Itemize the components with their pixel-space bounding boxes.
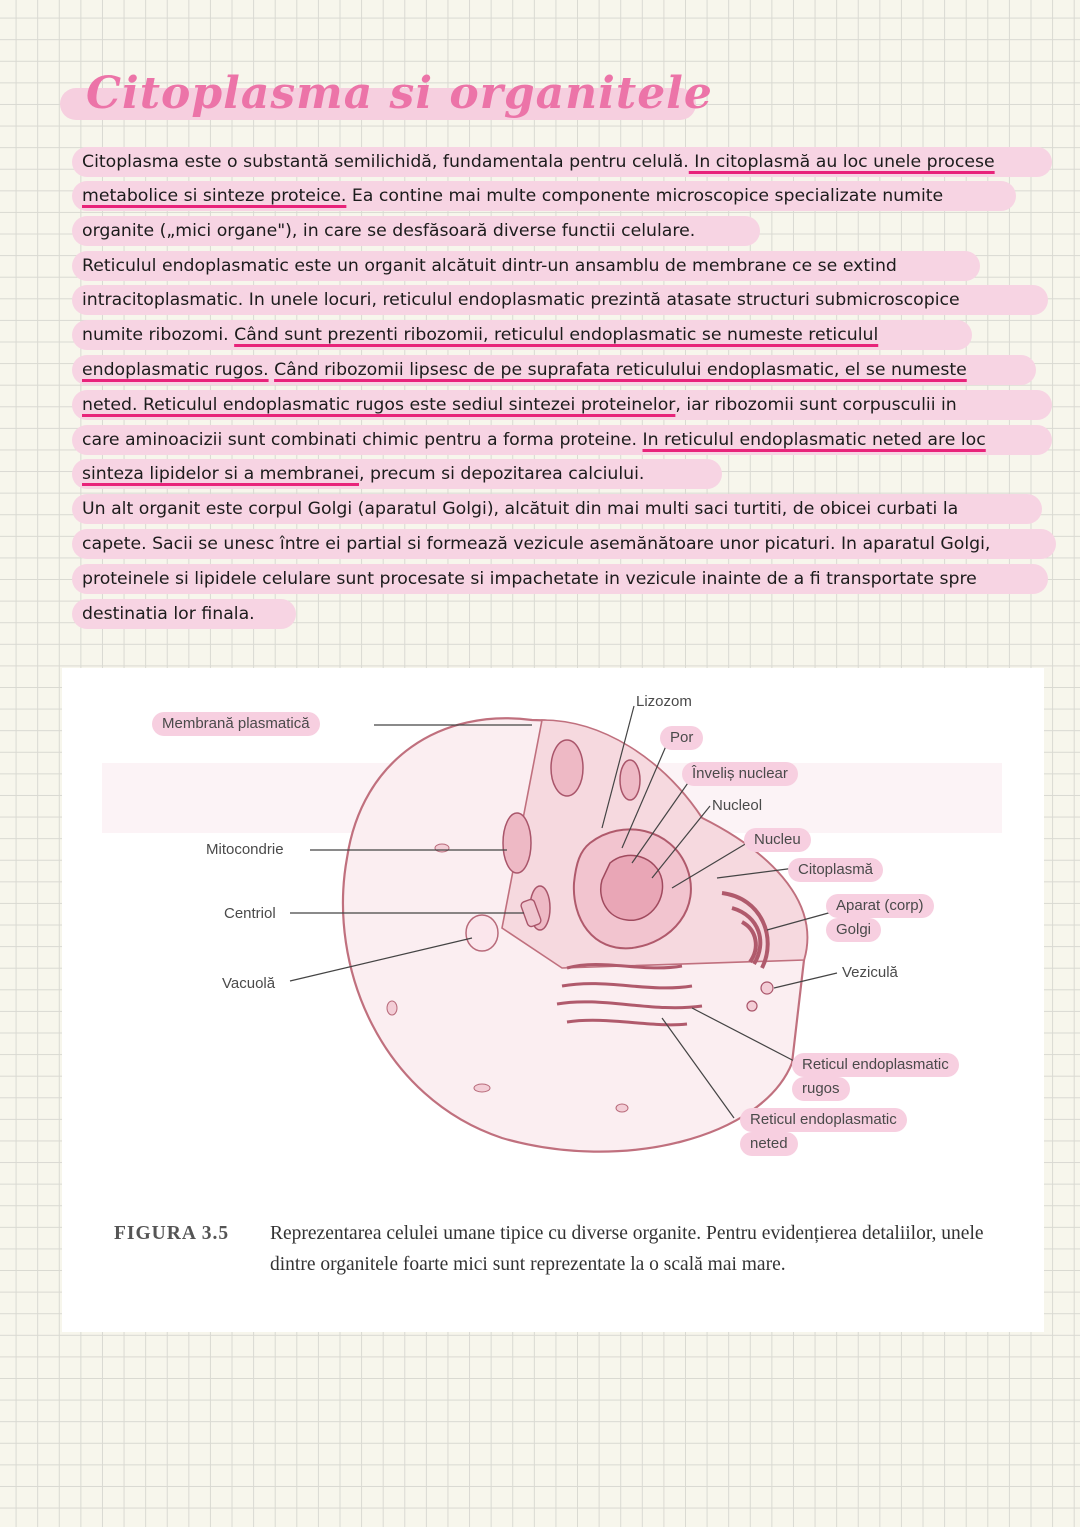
small-organelle — [435, 844, 449, 852]
page-title: Citoplasma si organitele — [86, 68, 713, 119]
text-line-8: neted. Reticulul endoplasmatic rugos este sediul sintezei proteinelor, iar ribozomii sunt corpusculii in — [72, 390, 1052, 420]
text-line-9: care aminoacizii sunt combinati chimic pentru a forma proteine. In reticulul endoplasmatic neted are loc — [72, 425, 1052, 455]
label-citoplasma: Citoplasmă — [788, 858, 883, 882]
label-por: Por — [660, 726, 703, 750]
text-line-10: sinteza lipidelor si a membranei, precum si depozitarea calciului. — [72, 459, 722, 489]
small-organelle — [474, 1084, 490, 1092]
mitochondrion — [620, 760, 640, 800]
text-line-14: destinatia lor finala. — [72, 599, 296, 629]
label-rer-2: rugos — [792, 1077, 850, 1101]
label-rer-1: Reticul endoplasmatic — [792, 1053, 959, 1077]
label-centriol: Centriol — [224, 905, 276, 922]
small-organelle — [616, 1104, 628, 1112]
cell-figure — [62, 668, 1044, 1332]
label-aparat-golgi-2: Golgi — [826, 918, 881, 942]
label-vacuola: Vacuolă — [222, 975, 276, 992]
text-line-3: organite („mici organe"), in care se desfăsoară diverse functii celulare. — [72, 216, 760, 246]
mitochondrion — [503, 813, 531, 873]
text-line-12: capete. Sacii se unesc între ei partial si formează vezicule asemănătoare unor picaturi. In aparatul Golgi, — [72, 529, 1056, 559]
label-ren-2: neted — [740, 1132, 798, 1156]
text-line-2: metabolice si sinteze proteice. Ea contine mai multe componente microscopice specializate numite — [72, 181, 1016, 211]
label-ren-1: Reticul endoplasmatic — [740, 1108, 907, 1132]
text-line-7: endoplasmatic rugos. Când ribozomii lipsesc de pe suprafata reticulului endoplasmatic, el se numeste — [72, 355, 1036, 385]
label-aparat-golgi-1: Aparat (corp) — [826, 894, 934, 918]
vesicle — [747, 1001, 757, 1011]
caption-text: Reprezentarea celulei umane tipice cu diverse organite. Pentru evidențierea detaliilor, unele dintre organitele foarte mici sunt reprezentate la o scală mai mare. — [270, 1223, 984, 1275]
text-line-1: Citoplasma este o substantă semilichidă, fundamentala pentru celulă. In citoplasmă au loc unele procese — [72, 147, 1052, 177]
small-organelle — [387, 1001, 397, 1015]
label-mitocondrie: Mitocondrie — [206, 841, 284, 858]
label-vezicula: Veziculă — [842, 964, 898, 981]
body-text — [0, 0, 1080, 640]
caption-number: FIGURA 3.5 — [114, 1223, 230, 1244]
vesicle — [761, 982, 773, 994]
label-nucleu: Nucleu — [744, 828, 811, 852]
mitochondrion — [551, 740, 583, 796]
label-membrana-plasmatica: Membrană plasmatică — [152, 712, 320, 736]
text-line-11: Un alt organit este corpul Golgi (aparatul Golgi), alcătuit din mai multi saci turtiti, de obicei curbati la — [72, 494, 1042, 524]
text-line-5: intracitoplasmatic. In unele locuri, reticulul endoplasmatic prezintă atasate structuri submicroscopice — [72, 285, 1048, 315]
nucleolus — [601, 855, 663, 920]
text-line-4: Reticulul endoplasmatic este un organit alcătuit dintr-un ansamblu de membrane ce se extind — [72, 251, 980, 281]
vacuole — [466, 915, 498, 951]
label-nucleol: Nucleol — [712, 797, 763, 814]
text-line-13: proteinele si lipidele celulare sunt procesate si impachetate in vezicule inainte de a fi transportate spre — [72, 564, 1048, 594]
text-line-6: numite ribozomi. Când sunt prezenti ribozomii, reticulul endoplasmatic se numeste reticulul — [72, 320, 972, 350]
label-lizozom: Lizozom — [636, 693, 692, 710]
label-invelis-nuclear: Înveliș nuclear — [682, 762, 798, 786]
